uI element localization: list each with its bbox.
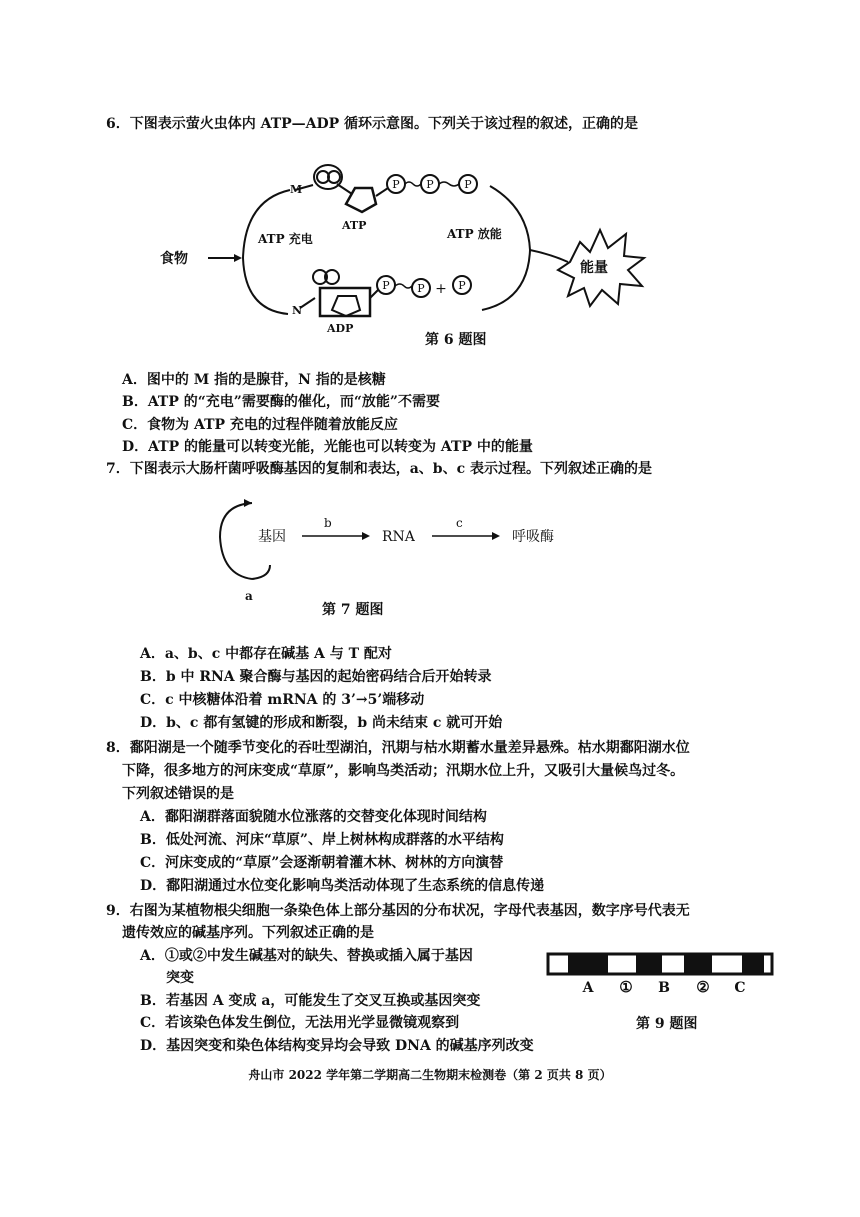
q7-caption: 第 7 题图: [322, 602, 384, 618]
gene-label-2: ②: [696, 978, 710, 996]
q9-caption: 第 9 题图: [636, 1016, 698, 1032]
atp-molecule-icon: [295, 165, 477, 212]
q7-option-c: C．c 中核糖体沿着 mRNA 的 3’→5’端移动: [140, 692, 425, 708]
q9-option-a: A．①或②中发生碱基对的缺失、替换或插入属于基因: [140, 948, 473, 964]
gene-label-c: C: [734, 980, 746, 996]
page-footer: 舟山市 2022 学年第二学期高二生物期末检测卷（第 2 页共 8 页）: [248, 1068, 612, 1082]
p-circle-4: P: [382, 279, 390, 292]
label-b: b: [324, 516, 332, 530]
q6-option-d: D．ATP 的能量可以转变光能，光能也可以转变为 ATP 中的能量: [122, 439, 533, 455]
q7-option-d: D．b、c 都有氢键的形成和断裂，b 尚未结束 c 就可开始: [140, 715, 503, 731]
q8-option-c: C．河床变成的“草原”会逐渐朝着灌木林、树林的方向演替: [140, 855, 504, 871]
q9-chromosome-figure: [540, 950, 780, 1035]
gene-label-a: A: [582, 980, 594, 996]
label-atp: ATP: [342, 219, 367, 232]
q9-option-d: D．基因突变和染色体结构变异均会导致 DNA 的碱基序列改变: [140, 1038, 534, 1054]
label-adp: ADP: [327, 322, 354, 335]
q7-figure: [210, 495, 590, 625]
label-c: c: [456, 516, 463, 530]
label-atp-charge: ATP 充电: [258, 232, 313, 246]
q6-option-c: C．食物为 ATP 充电的过程伴随着放能反应: [122, 417, 398, 433]
p-circle-5: P: [417, 282, 425, 295]
q8-stem-line-3: 下列叙述错误的是: [122, 786, 234, 802]
q6-option-b: B．ATP 的“充电”需要酶的催化，而“放能”不需要: [122, 394, 440, 410]
p-circle-6: P: [458, 279, 466, 292]
q7-stem: 7．下图表示大肠杆菌呼吸酶基因的复制和表达，a、b、c 表示过程。下列叙述正确的是: [106, 461, 652, 477]
label-m: M: [290, 183, 303, 196]
label-n: N: [292, 304, 303, 317]
q9-option-c: C．若该染色体发生倒位，无法用光学显微镜观察到: [140, 1015, 460, 1031]
q8-stem-line-2: 下降，很多地方的河床变成“草原”，影响鸟类活动；汛期水位上升，又吸引大量候鸟过冬。: [122, 763, 685, 779]
label-energy: 能量: [580, 260, 608, 276]
q7-option-a: A．a、b、c 中都存在碱基 A 与 T 配对: [140, 646, 392, 662]
label-rna: RNA: [382, 529, 415, 545]
p-circle-2: P: [426, 178, 434, 191]
q8-option-b: B．低处河流、河床“草原”、岸上树林构成群落的水平结构: [140, 832, 504, 848]
q9-option-a-cont: 突变: [166, 970, 194, 986]
q9-option-b: B．若基因 A 变成 a，可能发生了交叉互换或基因突变: [140, 993, 481, 1009]
q6-option-a: A．图中的 M 指的是腺苷，N 指的是核糖: [122, 372, 386, 388]
q8-stem-line-1: 8．鄱阳湖是一个随季节变化的吞吐型湖泊，汛期与枯水期蓄水量差异悬殊。枯水期鄱阳湖水位: [106, 740, 690, 756]
gene-label-1: ①: [619, 978, 633, 996]
label-plus: +: [435, 281, 447, 297]
label-atp-release: ATP 放能: [447, 227, 502, 241]
q9-stem-line-2: 遗传效应的碱基序列。下列叙述正确的是: [122, 925, 374, 941]
q6-caption: 第 6 题图: [425, 332, 487, 348]
q8-option-a: A．鄱阳湖群落面貌随水位涨落的交替变化体现时间结构: [140, 809, 487, 825]
gene-label-b: B: [658, 980, 670, 996]
label-food: 食物: [160, 251, 188, 267]
label-a: a: [245, 589, 253, 603]
q9-stem-line-1: 9．右图为某植物根尖细胞一条染色体上部分基因的分布状况，字母代表基因，数字序号代表无: [106, 903, 690, 919]
q7-option-b: B．b 中 RNA 聚合酶与基因的起始密码结合后开始转录: [140, 669, 492, 685]
q6-figure: [150, 150, 670, 360]
p-circle-1: P: [392, 178, 400, 191]
p-circle-3: P: [464, 178, 472, 191]
label-gene: 基因: [258, 529, 286, 545]
q6-stem: 6．下图表示萤火虫体内 ATP—ADP 循环示意图。下列关于该过程的叙述，正确的是: [106, 116, 639, 132]
label-enzyme: 呼吸酶: [512, 529, 554, 545]
q8-option-d: D．鄱阳湖通过水位变化影响鸟类活动体现了生态系统的信息传递: [140, 878, 545, 894]
